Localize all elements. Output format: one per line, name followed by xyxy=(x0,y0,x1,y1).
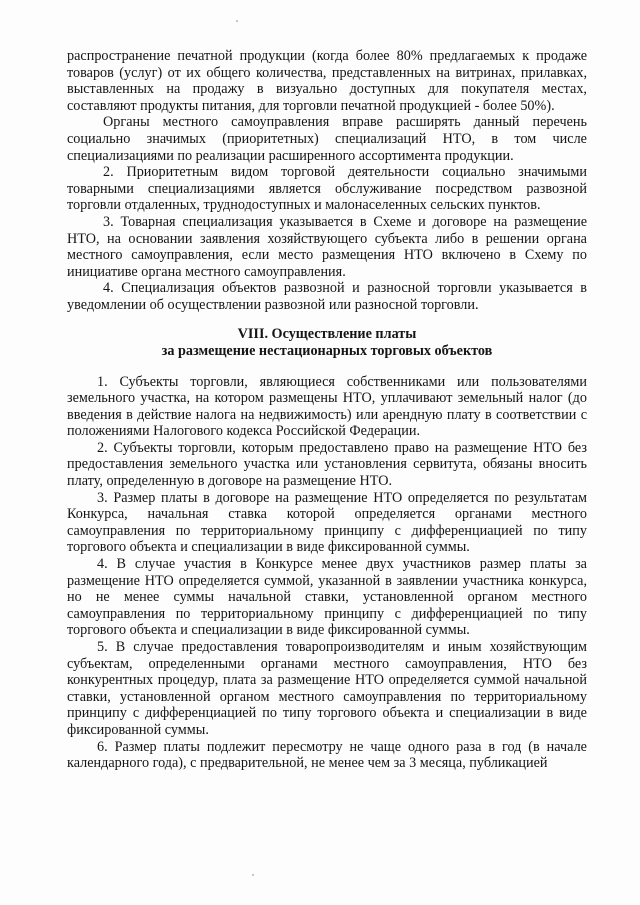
payment-clause-5: 5. В случае предоставления товаропроизводителям и иным хозяйствующим субъектам, определенными органами местного самоуправления, НТО без конкурентных процедур, плата за размещение НТО определяется суммой начальной ставки, установленной органом местного самоуправления по территориальному принципу с дифференциацией по типу торгового объекта и специализации в виде фиксированной суммы. xyxy=(67,639,587,738)
payment-clause-3: 3. Размер платы в договоре на размещение НТО определяется по результатам Конкурса, начальная ставка которой определяется органами местного самоуправления по территориальному принципу с дифференциацией по типу торгового объекта и специализации в виде фиксированной суммы. xyxy=(67,489,587,556)
section-heading-line-1: VIII. Осуществление платы xyxy=(237,325,417,342)
document-body xyxy=(67,48,587,772)
paragraph-local-authorities: Органы местного самоуправления вправе расширять данный перечень социально значимых (приоритетных) специализаций НТО, в том числе специализациями по реализации расширенного ассортимента продукции. xyxy=(67,114,587,164)
scan-speck xyxy=(236,20,238,22)
paragraph-mobile-trade: 4. Специализация объектов развозной и разносной торговли указывается в уведомлении об осуществлении развозной или разносной торговли. xyxy=(67,280,587,313)
intro-paragraph: распространение печатной продукции (когда более 80% предлагаемых к продаже товаров (услуг) от их общего количества, представленных на витринах, прилавках, выставленных на продажу в визуально доступных для покупателя местах, составляют продукты питания, для торговли печатной продукцией - более 50%). xyxy=(67,48,587,114)
payment-clause-6: 6. Размер платы подлежит пересмотру не чаще одного раза в год (в начале календарного года), с предварительной, не менее чем за 3 месяца, публикацией xyxy=(67,738,587,772)
payment-clause-1: 1. Субъекты торговли, являющиеся собственниками или пользователями земельного участка, на котором размещены НТО, уплачивают земельный налог (до введения в действие налога на недвижимость) или арендную плату в соответствии с положениями Налогового кодекса Российской Федерации. xyxy=(67,373,587,440)
scan-speck xyxy=(252,874,254,876)
paragraph-priority-trade: 2. Приоритетным видом торговой деятельности социально значимыми товарными специализациями является обслуживание посредством развозной торговли отдаленных, труднодоступных и малонаселенных сельских пунктов. xyxy=(67,164,587,214)
payment-clause-2: 2. Субъекты торговли, которым предоставлено право на размещение НТО без предоставления земельного участка или установления сервитута, обязаны вносить плату, определенную в договоре на размещение НТО. xyxy=(67,439,587,490)
section-heading xyxy=(67,326,587,360)
payment-clause-4: 4. В случае участия в Конкурсе менее двух участников размер платы за размещение НТО определяется суммой, указанной в заявлении участника конкурса, но не менее суммы начальной ставки, установленной органом местного самоуправления по территориальному принципу с дифференциацией по типу торгового объекта и специализации в виде фиксированной суммы. xyxy=(67,556,587,639)
paragraph-goods-specialization: 3. Товарная специализация указывается в Схеме и договоре на размещение НТО, на основании заявления хозяйствующего субъекта либо в решении органа местного самоуправления, если место размещения НТО включено в Схему по инициативе органа местного самоуправления. xyxy=(67,213,587,280)
section-heading-line-2: за размещение нестационарных торговых объектов xyxy=(161,342,493,359)
